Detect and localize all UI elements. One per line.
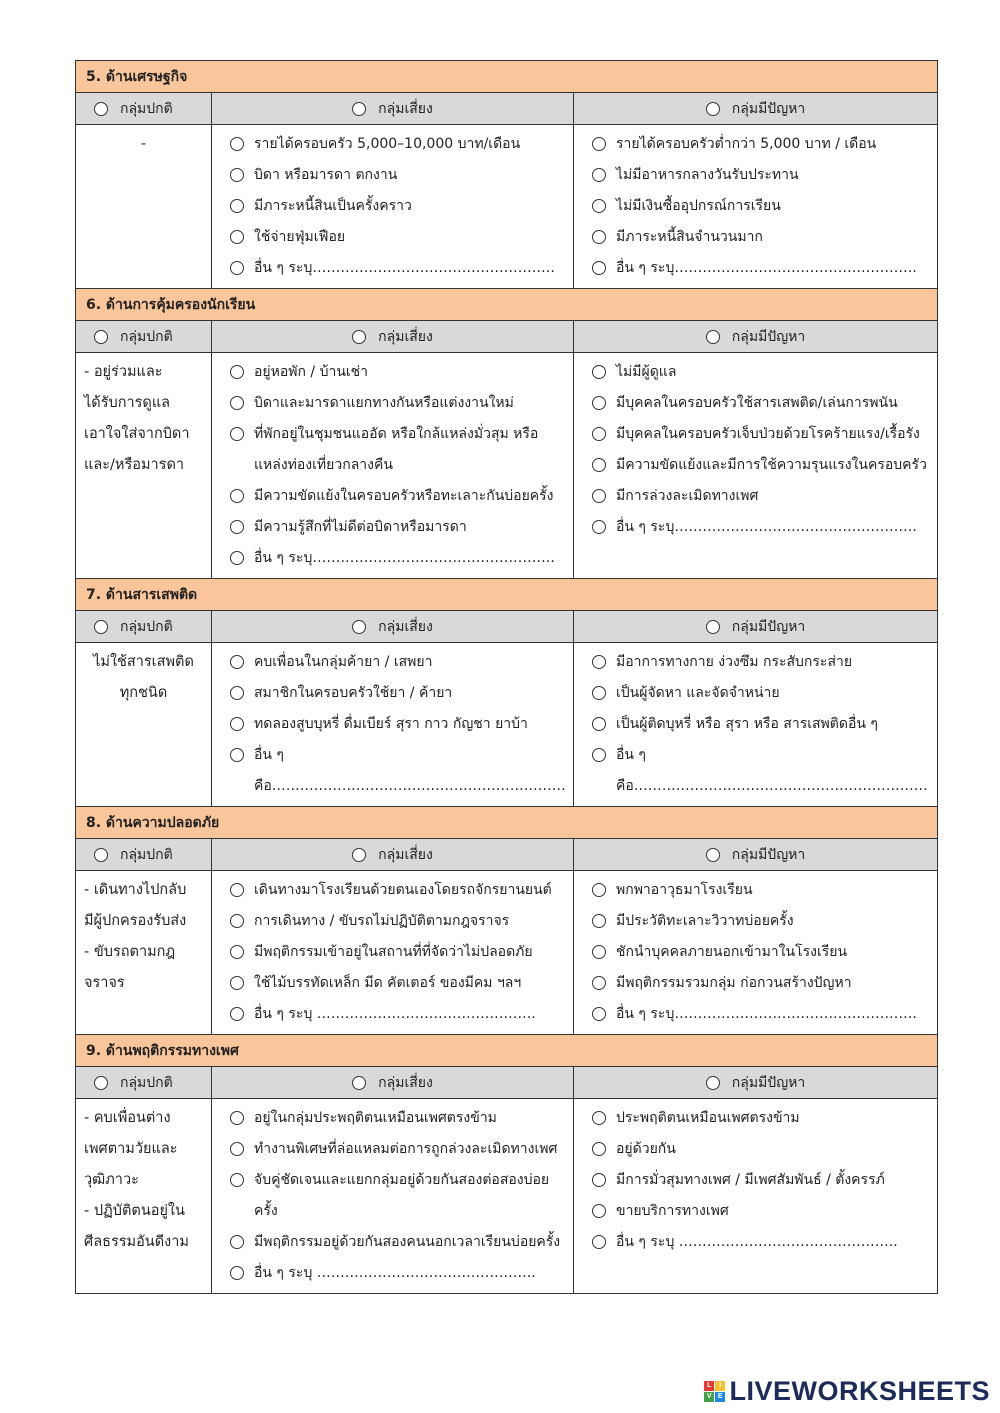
radio-risk-group[interactable] xyxy=(352,102,366,116)
column-header-row xyxy=(76,1067,938,1099)
radio-button[interactable] xyxy=(230,1235,244,1249)
risk-option[interactable] xyxy=(230,1134,567,1165)
risk-option[interactable] xyxy=(230,191,567,222)
risk-option[interactable] xyxy=(230,1227,567,1258)
radio-button[interactable] xyxy=(230,1173,244,1187)
radio-button[interactable] xyxy=(230,686,244,700)
option-label: อื่น ๆ คือ……………………………………………………… xyxy=(616,747,928,794)
option-label: มีความรู้สึกที่ไม่ดีต่อบิดาหรือมารดา xyxy=(254,519,467,535)
problem-option[interactable] xyxy=(592,160,931,191)
problem-options-cell xyxy=(574,353,938,579)
option-label: มีการมั่วสุมทางเพศ / มีเพศสัมพันธ์ / ตั้งครรภ์ xyxy=(616,1172,885,1188)
option-label: การเดินทาง / ขับรถไม่ปฏิบัติตามกฎจราจร xyxy=(254,913,510,929)
radio-normal-group[interactable] xyxy=(94,848,108,862)
problem-option[interactable] xyxy=(592,1165,931,1196)
section-title: 5. ด้านเศรษฐกิจ xyxy=(76,61,938,93)
col-header-label: กลุ่มเสี่ยง xyxy=(378,328,433,345)
normal-criteria-text: เอาใจใส่จากบิดา xyxy=(84,426,190,442)
radio-button[interactable] xyxy=(592,396,606,410)
col-header-risk xyxy=(212,93,574,125)
radio-button[interactable] xyxy=(230,230,244,244)
normal-criteria-text: ศีลธรรมอันดีงาม xyxy=(84,1234,189,1250)
problem-options-cell xyxy=(574,871,938,1035)
col-header-label: กลุ่มมีปัญหา xyxy=(731,328,806,345)
option-label: ไม่มีเงินซื้ออุปกรณ์การเรียน xyxy=(616,198,781,214)
problem-option[interactable] xyxy=(592,357,931,388)
risk-option[interactable] xyxy=(230,1103,567,1134)
radio-button[interactable] xyxy=(592,655,606,669)
radio-button[interactable] xyxy=(230,168,244,182)
option-label: มีความขัดแย้งในครอบครัวหรือทะเลาะกันบ่อยครั้ง xyxy=(254,488,554,504)
normal-criteria-text: - คบเพื่อนต่าง xyxy=(84,1110,171,1126)
radio-button[interactable] xyxy=(592,976,606,990)
risk-option[interactable] xyxy=(230,253,567,284)
option-label: ทำงานพิเศษที่ล่อแหลมต่อการถูกล่วงละเมิดทางเพศ xyxy=(254,1141,558,1157)
col-header-label: กลุ่มมีปัญหา xyxy=(731,100,806,117)
radio-button[interactable] xyxy=(592,945,606,959)
option-label: มีพฤติกรรมเข้าอยู่ในสถานที่ที่จัดว่าไม่ปลอดภัย xyxy=(254,944,533,960)
radio-button[interactable] xyxy=(592,1235,606,1249)
radio-button[interactable] xyxy=(230,427,244,441)
col-header-label: กลุ่มปกติ xyxy=(120,1074,173,1091)
section-header xyxy=(76,807,938,839)
section-title: 9. ด้านพฤติกรรมทางเพศ xyxy=(76,1035,938,1067)
problem-option[interactable] xyxy=(592,1103,931,1134)
normal-criteria-cell xyxy=(76,643,212,807)
problem-option[interactable] xyxy=(592,512,931,543)
normal-criteria-text: วุฒิภาวะ xyxy=(84,1172,139,1188)
column-header-row xyxy=(76,839,938,871)
problem-option[interactable] xyxy=(592,709,931,740)
col-header-label: กลุ่มปกติ xyxy=(120,846,173,863)
option-label: อยู่ด้วยกัน xyxy=(616,1141,676,1157)
radio-button[interactable] xyxy=(230,748,244,762)
risk-option[interactable] xyxy=(230,968,567,999)
problem-option[interactable] xyxy=(592,481,931,512)
risk-option[interactable] xyxy=(230,481,567,512)
problem-option[interactable] xyxy=(592,388,931,419)
problem-option[interactable] xyxy=(592,450,931,481)
radio-button[interactable] xyxy=(230,261,244,275)
option-label: จับคู่ชัดเจนและแยกกลุ่มอยู่ด้วยกันสองต่อสองบ่อยครั้ง xyxy=(254,1172,550,1219)
option-label: ประพฤติตนเหมือนเพศตรงข้าม xyxy=(616,1110,800,1126)
risk-option[interactable] xyxy=(230,543,567,574)
normal-criteria-cell xyxy=(76,353,212,579)
problem-option[interactable] xyxy=(592,678,931,709)
problem-option[interactable] xyxy=(592,253,931,284)
risk-option[interactable] xyxy=(230,222,567,253)
radio-button[interactable] xyxy=(592,1173,606,1187)
radio-button[interactable] xyxy=(592,489,606,503)
problem-option[interactable] xyxy=(592,1134,931,1165)
option-label: มีพฤติกรรมอยู่ด้วยกันสองคนนอกเวลาเรียนบ่อยครั้ง xyxy=(254,1234,561,1250)
problem-option[interactable] xyxy=(592,419,931,450)
risk-option[interactable] xyxy=(230,906,567,937)
radio-button[interactable] xyxy=(592,427,606,441)
normal-criteria-text: ทุกชนิด xyxy=(119,685,168,701)
option-label: คบเพื่อนในกลุ่มค้ายา / เสพยา xyxy=(254,654,433,670)
radio-risk-group[interactable] xyxy=(352,1076,366,1090)
col-header-label: กลุ่มปกติ xyxy=(120,328,173,345)
option-label: บิดา หรือมารดา ตกงาน xyxy=(254,167,398,183)
section-content-row xyxy=(76,125,938,289)
option-label: มีภาระหนี้สินเป็นครั้งคราว xyxy=(254,198,412,214)
normal-criteria-cell xyxy=(76,125,212,289)
liveworksheets-logo-icon: L I V E xyxy=(704,1381,725,1402)
option-label: ไม่มีอาหารกลางวันรับประทาน xyxy=(616,167,799,183)
risk-option[interactable] xyxy=(230,512,567,543)
normal-criteria-text: ไม่ใช้สารเสพติด xyxy=(93,654,194,670)
radio-button[interactable] xyxy=(230,199,244,213)
normal-criteria-text: - xyxy=(140,136,147,152)
option-label: มีความขัดแย้งและมีการใช้ความรุนแรงในครอบครัว xyxy=(616,457,927,473)
radio-button[interactable] xyxy=(592,1142,606,1156)
col-header-label: กลุ่มเสี่ยง xyxy=(378,100,433,117)
risk-options-cell xyxy=(212,643,574,807)
radio-button[interactable] xyxy=(592,199,606,213)
watermark-text: LIVEWORKSHEETS xyxy=(729,1376,990,1406)
option-label: บิดาและมารดาแยกทางกันหรือแต่งงานใหม่ xyxy=(254,395,514,411)
section-header xyxy=(76,289,938,321)
problem-option[interactable] xyxy=(592,999,931,1030)
radio-problem-group[interactable] xyxy=(706,620,720,634)
radio-button[interactable] xyxy=(592,1007,606,1021)
radio-button[interactable] xyxy=(230,883,244,897)
risk-option[interactable] xyxy=(230,160,567,191)
col-header-problem xyxy=(574,611,938,643)
col-header-label: กลุ่มมีปัญหา xyxy=(731,618,806,635)
radio-button[interactable] xyxy=(230,914,244,928)
radio-button[interactable] xyxy=(592,458,606,472)
section-content-row xyxy=(76,1099,938,1294)
problem-option[interactable] xyxy=(592,1196,931,1227)
col-header-problem xyxy=(574,839,938,871)
problem-option[interactable] xyxy=(592,191,931,222)
risk-option[interactable] xyxy=(230,678,567,709)
section-title: 6. ด้านการคุ้มครองนักเรียน xyxy=(76,289,938,321)
col-header-risk xyxy=(212,839,574,871)
col-header-problem xyxy=(574,321,938,353)
option-label: อื่น ๆ ระบุ ……………………………………….. xyxy=(254,1006,536,1022)
radio-button[interactable] xyxy=(230,1007,244,1021)
option-label: ชักนำบุคคลภายนอกเข้ามาในโรงเรียน xyxy=(616,944,848,960)
option-label: ขายบริการทางเพศ xyxy=(616,1203,729,1219)
normal-criteria-cell xyxy=(76,871,212,1035)
radio-button[interactable] xyxy=(230,1142,244,1156)
radio-button[interactable] xyxy=(592,1204,606,1218)
risk-options-cell xyxy=(212,125,574,289)
column-header-row xyxy=(76,611,938,643)
col-header-risk xyxy=(212,321,574,353)
risk-options-cell xyxy=(212,871,574,1035)
problem-options-cell xyxy=(574,643,938,807)
section-title: 8. ด้านความปลอดภัย xyxy=(76,807,938,839)
option-label: อื่น ๆ ระบุ……………………………………………. xyxy=(254,550,555,566)
risk-option[interactable] xyxy=(230,937,567,968)
radio-button[interactable] xyxy=(592,168,606,182)
problem-option[interactable] xyxy=(592,222,931,253)
radio-button[interactable] xyxy=(592,137,606,151)
radio-normal-group[interactable] xyxy=(94,330,108,344)
normal-criteria-text: - เดินทางไปกลับ xyxy=(84,882,187,898)
normal-criteria-text: และ/หรือมารดา xyxy=(84,457,185,473)
radio-button[interactable] xyxy=(230,489,244,503)
risk-option[interactable] xyxy=(230,740,567,802)
option-label: มีบุคคลในครอบครัวใช้สารเสพติด/เล่นการพนัน xyxy=(616,395,898,411)
radio-button[interactable] xyxy=(592,230,606,244)
option-label: อื่น ๆ ระบุ……………………………………………. xyxy=(616,1006,917,1022)
normal-criteria-text: จราจร xyxy=(84,975,125,991)
radio-button[interactable] xyxy=(230,717,244,731)
option-label: อื่น ๆ คือ……………………………………………………… xyxy=(254,747,566,794)
option-label: ใช้ไม้บรรทัดเหล็ก มีด คัตเตอร์ ของมีคม ฯลฯ xyxy=(254,975,522,991)
radio-button[interactable] xyxy=(592,365,606,379)
radio-button[interactable] xyxy=(230,976,244,990)
col-header-normal xyxy=(76,839,212,871)
option-label: ทดลองสูบบุหรี่ ดื่มเบียร์ สุรา กาว กัญชา ยาบ้า xyxy=(254,716,528,732)
problem-options-cell xyxy=(574,1099,938,1294)
normal-criteria-text: - ปฏิบัติตนอยู่ใน xyxy=(84,1203,185,1219)
radio-problem-group[interactable] xyxy=(706,1076,720,1090)
option-label: รายได้ครอบครัว 5,000–10,000 บาท/เดือน xyxy=(254,136,521,152)
option-label: พกพาอาวุธมาโรงเรียน xyxy=(616,882,753,898)
risk-option[interactable] xyxy=(230,999,567,1030)
radio-risk-group[interactable] xyxy=(352,330,366,344)
section-header xyxy=(76,579,938,611)
option-label: เดินทางมาโรงเรียนด้วยตนเองโดยรถจักรยานยนต์ xyxy=(254,882,552,898)
normal-criteria-text: ได้รับการดูแล xyxy=(84,395,171,411)
normal-criteria-text: - ขับรถตามกฎ xyxy=(84,944,176,960)
option-label: ใช้จ่ายฟุ่มเฟือย xyxy=(254,229,346,245)
option-label: มีการล่วงละเมิดทางเพศ xyxy=(616,488,759,504)
option-label: มีภาระหนี้สินจำนวนมาก xyxy=(616,229,763,245)
risk-option[interactable] xyxy=(230,709,567,740)
normal-criteria-cell xyxy=(76,1099,212,1294)
column-header-row xyxy=(76,93,938,125)
column-header-row xyxy=(76,321,938,353)
problem-option[interactable] xyxy=(592,1227,931,1258)
risk-options-cell xyxy=(212,1099,574,1294)
radio-button[interactable] xyxy=(592,883,606,897)
col-header-normal xyxy=(76,611,212,643)
radio-button[interactable] xyxy=(230,520,244,534)
col-header-problem xyxy=(574,1067,938,1099)
radio-button[interactable] xyxy=(230,137,244,151)
col-header-normal xyxy=(76,1067,212,1099)
option-label: ที่พักอยู่ในชุมชนแออัด หรือใกล้แหล่งมั่วสุม หรือแหล่งท่องเที่ยวกลางคืน xyxy=(254,426,539,473)
col-header-normal xyxy=(76,93,212,125)
radio-problem-group[interactable] xyxy=(706,102,720,116)
option-label: อื่น ๆ ระบุ……………………………………………. xyxy=(616,260,917,276)
section-header xyxy=(76,1035,938,1067)
problem-option[interactable] xyxy=(592,647,931,678)
radio-risk-group[interactable] xyxy=(352,848,366,862)
risk-option[interactable] xyxy=(230,388,567,419)
col-header-label: กลุ่มมีปัญหา xyxy=(731,846,806,863)
option-label: อยู่ในกลุ่มประพฤติตนเหมือนเพศตรงข้าม xyxy=(254,1110,497,1126)
problem-option[interactable] xyxy=(592,968,931,999)
problem-options-cell xyxy=(574,125,938,289)
risk-option[interactable] xyxy=(230,647,567,678)
col-header-label: กลุ่มมีปัญหา xyxy=(731,1074,806,1091)
normal-criteria-text: - อยู่ร่วมและ xyxy=(84,364,163,380)
col-header-label: กลุ่มปกติ xyxy=(120,100,173,117)
radio-button[interactable] xyxy=(592,261,606,275)
radio-button[interactable] xyxy=(592,717,606,731)
problem-option[interactable] xyxy=(592,906,931,937)
option-label: มีบุคคลในครอบครัวเจ็บป่วยด้วยโรคร้ายแรง/เรื้อรัง xyxy=(616,426,920,442)
radio-button[interactable] xyxy=(592,748,606,762)
radio-problem-group[interactable] xyxy=(706,848,720,862)
radio-button[interactable] xyxy=(230,551,244,565)
radio-button[interactable] xyxy=(230,365,244,379)
radio-problem-group[interactable] xyxy=(706,330,720,344)
risk-option[interactable] xyxy=(230,1258,567,1289)
option-label: อื่น ๆ ระบุ……………………………………………. xyxy=(616,519,917,535)
option-label: อื่น ๆ ระบุ ……………………………………….. xyxy=(254,1265,536,1281)
risk-option[interactable] xyxy=(230,875,567,906)
liveworksheets-watermark xyxy=(704,1376,990,1407)
problem-option[interactable] xyxy=(592,875,931,906)
risk-option[interactable] xyxy=(230,1165,567,1227)
normal-criteria-text: เพศตามวัยและ xyxy=(84,1141,178,1157)
radio-risk-group[interactable] xyxy=(352,620,366,634)
radio-button[interactable] xyxy=(592,914,606,928)
option-label: เป็นผู้จัดหา และจัดจำหน่าย xyxy=(616,685,780,701)
radio-button[interactable] xyxy=(592,520,606,534)
radio-button[interactable] xyxy=(592,686,606,700)
radio-button[interactable] xyxy=(230,396,244,410)
risk-options-cell xyxy=(212,353,574,579)
col-header-problem xyxy=(574,93,938,125)
section-content-row xyxy=(76,643,938,807)
option-label: ไม่มีผู้ดูแล xyxy=(616,364,677,380)
radio-button[interactable] xyxy=(230,1111,244,1125)
risk-option[interactable] xyxy=(230,357,567,388)
normal-criteria-text: มีผู้ปกครองรับส่ง xyxy=(84,913,187,929)
section-content-row xyxy=(76,353,938,579)
section-content-row xyxy=(76,871,938,1035)
option-label: อื่น ๆ ระบุ……………………………………………. xyxy=(254,260,555,276)
radio-button[interactable] xyxy=(230,1266,244,1280)
option-label: มีประวัติทะเลาะวิวาทบ่อยครั้ง xyxy=(616,913,794,929)
col-header-label: กลุ่มเสี่ยง xyxy=(378,618,433,635)
option-label: เป็นผู้ติดบุหรี่ หรือ สุรา หรือ สารเสพติดอื่น ๆ xyxy=(616,716,878,732)
col-header-label: กลุ่มเสี่ยง xyxy=(378,846,433,863)
radio-normal-group[interactable] xyxy=(94,102,108,116)
problem-option[interactable] xyxy=(592,937,931,968)
col-header-risk xyxy=(212,1067,574,1099)
problem-option[interactable] xyxy=(592,129,931,160)
risk-option[interactable] xyxy=(230,419,567,481)
radio-button[interactable] xyxy=(230,655,244,669)
option-label: สมาชิกในครอบครัวใช้ยา / ค้ายา xyxy=(254,685,453,701)
risk-option[interactable] xyxy=(230,129,567,160)
col-header-label: กลุ่มปกติ xyxy=(120,618,173,635)
radio-normal-group[interactable] xyxy=(94,1076,108,1090)
screening-table xyxy=(75,60,938,1294)
option-label: มีพฤติกรรมรวมกลุ่ม ก่อกวนสร้างปัญหา xyxy=(616,975,852,991)
option-label: อยู่หอพัก / บ้านเช่า xyxy=(254,364,369,380)
option-label: มีอาการทางกาย ง่วงซึม กระสับกระส่าย xyxy=(616,654,853,670)
radio-button[interactable] xyxy=(592,1111,606,1125)
section-header xyxy=(76,61,938,93)
option-label: รายได้ครอบครัวต่ำกว่า 5,000 บาท / เดือน xyxy=(616,136,877,152)
option-label: อื่น ๆ ระบุ ……………………………………….. xyxy=(616,1234,898,1250)
problem-option[interactable] xyxy=(592,740,931,802)
radio-normal-group[interactable] xyxy=(94,620,108,634)
col-header-normal xyxy=(76,321,212,353)
col-header-risk xyxy=(212,611,574,643)
col-header-label: กลุ่มเสี่ยง xyxy=(378,1074,433,1091)
section-title: 7. ด้านสารเสพติด xyxy=(76,579,938,611)
radio-button[interactable] xyxy=(230,945,244,959)
